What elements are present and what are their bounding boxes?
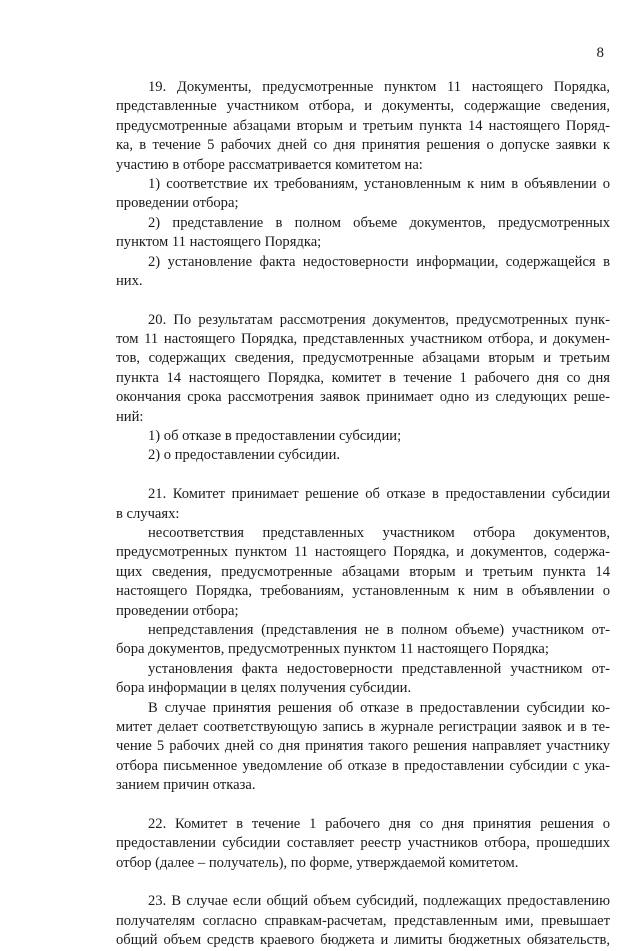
text-line: 23. В случае если общий объем субсидий, подлежащих предоставлению [148, 893, 610, 910]
text-line: отбора письменное уведомление об отказе в предоставлении субсидии с ука- [116, 757, 610, 774]
text-line: представленные участником отбора, и документы, содержащие сведения, [116, 98, 610, 115]
text-line: несоответствия представленных участником отбора документов, [148, 524, 610, 541]
paragraph-gap [116, 873, 610, 892]
text-line: ка, в течение 5 рабочих дней со дня принятия решения о допуске заявки к [116, 137, 610, 154]
text-line: 1) соответствие их требованиям, установленным к ним в объявлении о [148, 175, 610, 192]
text-line: чение 5 рабочих дней со дня принятия такого решения направляет участнику [116, 738, 610, 755]
section-1 [116, 78, 610, 291]
document-body [116, 78, 610, 951]
text-line: 19. Документы, предусмотренные пунктом 11 настоящего Порядка, [148, 79, 610, 95]
text-line: 1) об отказе в предоставлении субсидии; [148, 428, 402, 445]
text-line: пунктом 11 настоящего Порядка; [116, 234, 322, 251]
text-line: щих сведения, предусмотренные абзацами вторым и третьим пункта 14 [116, 563, 610, 580]
text-line: 2) установление факта недостоверности информации, содержащейся в [148, 253, 610, 270]
text-line: пункта 14 настоящего Порядка, комитет в течение 1 рабочего дня со дня [116, 369, 610, 386]
text-line: участию в отборе рассматривается комитетом на: [116, 156, 423, 173]
paragraph-gap [116, 466, 610, 485]
text-line: в случаях: [116, 505, 180, 522]
section-5 [116, 892, 610, 950]
text-line: них. [116, 272, 143, 289]
text-line: 22. Комитет в течение 1 рабочего дня со дня принятия решения о [148, 815, 610, 832]
paragraph-gap [116, 291, 610, 310]
text-line: 21. Комитет принимает решение об отказе в предоставлении субсидии [148, 486, 610, 503]
text-line: занием причин отказа. [116, 777, 256, 794]
text-line: настоящего Порядка, требованиям, установленным к ним в объявлении о [116, 583, 610, 600]
paragraph-gap [116, 795, 610, 814]
text-line: проведении отбора; [116, 195, 239, 212]
text-line: окончания срока рассмотрения заявок принимает одно из следующих реше- [116, 389, 610, 406]
text-line: отбор (далее – получатель), по форме, утверждаемой комитетом. [116, 854, 519, 871]
text-line: проведении отбора; [116, 602, 239, 619]
text-line: ний: [116, 408, 144, 425]
text-line: В случае принятия решения об отказе в предоставлении субсидии ко- [148, 699, 610, 716]
text-line: непредставления (представления не в полном объеме) участником от- [148, 621, 610, 638]
text-line: том 11 настоящего Порядка, представленных участником отбора, и докумен- [116, 331, 610, 348]
text-line: установления факта недостоверности представленной участником от- [148, 660, 610, 677]
text-line: бора документов, предусмотренных пунктом 11 настоящего Порядка; [116, 641, 549, 658]
text-line: получателям согласно справкам-расчетам, представленным ими, превышает [116, 912, 610, 929]
text-line: 2) о предоставлении субсидии. [148, 447, 341, 464]
section-4 [116, 815, 610, 873]
text-line: общий объем средств краевого бюджета и лимиты бюджетных обязательств, [116, 932, 610, 949]
page-number: 8 [596, 45, 604, 61]
text-line: предусмотренные абзацами вторым и третьим пункта 14 настоящего Поряд- [116, 117, 610, 134]
text-line: предусмотренных пунктом 11 настоящего Порядка, и документов, содержа- [116, 544, 610, 561]
section-2 [116, 311, 610, 466]
text-line: 20. По результатам рассмотрения документов, предусмотренных пунк- [148, 311, 610, 328]
text-line: бора информации в целях получения субсидии. [116, 680, 412, 697]
text-line: предоставлении субсидии составляет реестр участников отбора, прошедших [116, 835, 610, 852]
text-line: 2) представление в полном объеме документов, предусмотренных [148, 214, 610, 231]
text-line: тов, содержащих сведения, предусмотренные абзацами вторым и третьим [116, 350, 610, 367]
text-line: митет делает соответствующую запись в журнале регистрации заявок и в те- [116, 718, 610, 735]
section-3 [116, 485, 610, 795]
